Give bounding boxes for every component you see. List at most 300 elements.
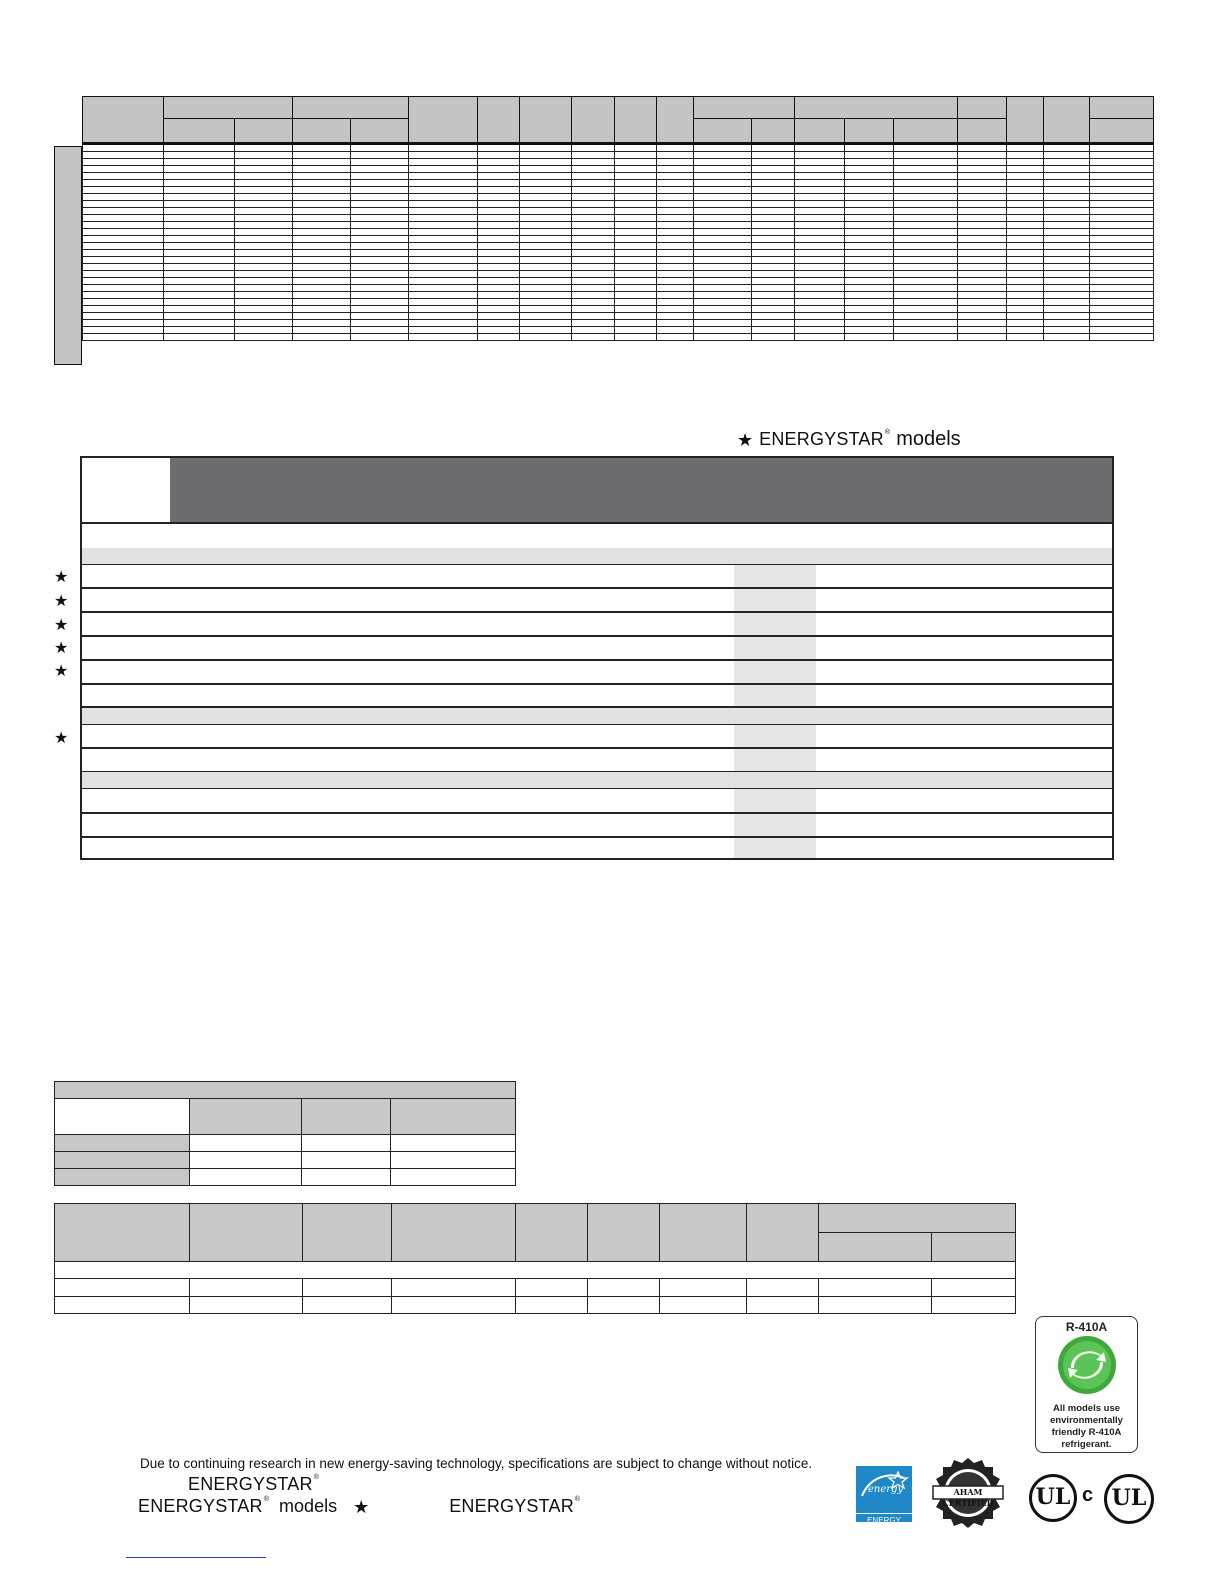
model-row	[82, 838, 1112, 858]
spec-table-cell	[520, 257, 572, 264]
spec-table-cell	[693, 229, 751, 236]
spec-table-cell	[957, 236, 1006, 243]
spec-table-cell	[693, 257, 751, 264]
spec-table-row	[83, 243, 1154, 250]
spec-table-cell	[844, 320, 893, 327]
spec-table-cell	[893, 208, 957, 215]
spec-table-cell	[572, 208, 615, 215]
spec-table-cell	[794, 320, 844, 327]
spec-table-cell	[893, 334, 957, 341]
energy-star-legend	[737, 428, 961, 451]
spec-table-cell	[657, 166, 693, 173]
spec-table-cell	[615, 194, 657, 201]
spec-table-header	[83, 97, 1154, 144]
spec-table-cell	[794, 166, 844, 173]
r410a-line: All models use	[1052, 1403, 1121, 1414]
spec-table-cell	[794, 257, 844, 264]
spec-table-cell	[615, 292, 657, 299]
spec-table-cell	[1006, 208, 1043, 215]
r410a-line: refrigerant.	[1061, 1439, 1112, 1450]
spec-table-cell	[83, 236, 164, 243]
spec-table-cell	[351, 166, 409, 173]
spec-table-cell	[164, 271, 235, 278]
spec-table-cell	[520, 229, 572, 236]
spec-table-cell	[844, 159, 893, 166]
spec-table-cell	[164, 264, 235, 271]
spec-table-row	[83, 264, 1154, 271]
spec-table-cell	[693, 271, 751, 278]
spec-table-cell	[1043, 299, 1089, 306]
spec-table-cell	[164, 208, 235, 215]
r410a-line: friendly R-410A	[1051, 1427, 1122, 1438]
spec-table-cell	[478, 271, 520, 278]
footer-models-label: models	[279, 1496, 338, 1516]
energy-star-swoosh-icon	[856, 1466, 912, 1508]
spec-table-cell	[164, 320, 235, 327]
spec-table-cell	[83, 257, 164, 264]
spec-table-row	[83, 327, 1154, 334]
spec-table-cell	[693, 166, 751, 173]
spec-table-cell	[657, 159, 693, 166]
spec-table-cell	[409, 215, 478, 222]
spec-table-cell	[615, 215, 657, 222]
spec-table-cell	[893, 215, 957, 222]
spec-table-cell	[615, 285, 657, 292]
spec-table-cell	[351, 299, 409, 306]
spec-table-cell	[83, 243, 164, 250]
spec-table-cell	[1043, 236, 1089, 243]
spec-table-cell	[1043, 166, 1089, 173]
spec-table-cell	[409, 180, 478, 187]
spec-table-cell	[615, 152, 657, 159]
spec-table-cell	[657, 187, 693, 194]
spec-table-cell	[893, 222, 957, 229]
spec-table-cell	[83, 180, 164, 187]
spec-table-cell	[1089, 144, 1153, 152]
spec-table-cell	[844, 285, 893, 292]
spec-table-cell	[572, 285, 615, 292]
spec-table-cell	[957, 201, 1006, 208]
spec-table-cell	[164, 299, 235, 306]
spec-table-cell	[164, 334, 235, 341]
spec-table-cell	[1043, 327, 1089, 334]
spec-table-cell	[83, 285, 164, 292]
energy-star-logo-label: ENERGY STAR	[856, 1513, 912, 1528]
spec-table-cell	[351, 208, 409, 215]
energy-star-brand: ENERGYSTAR	[449, 1496, 574, 1516]
star-icon: ★	[54, 663, 69, 680]
spec-table-cell	[693, 152, 751, 159]
star-icon: ★	[54, 593, 69, 610]
spec-table-cell	[351, 271, 409, 278]
spec-table-cell	[409, 201, 478, 208]
spec-table-cell	[794, 215, 844, 222]
spec-table-cell	[478, 278, 520, 285]
spec-table-cell	[615, 306, 657, 313]
model-row	[82, 749, 1112, 773]
spec-table-cell	[409, 327, 478, 334]
small-spec-table	[54, 1081, 516, 1186]
spec-table-cell	[351, 215, 409, 222]
spec-table-cell	[351, 187, 409, 194]
spec-table-cell	[164, 166, 235, 173]
spec-table-cell	[893, 327, 957, 334]
spec-table-cell	[893, 271, 957, 278]
spec-table-cell	[657, 194, 693, 201]
spec-table-cell	[478, 306, 520, 313]
aham-certified-seal	[930, 1457, 1006, 1529]
spec-table-cell	[957, 173, 1006, 180]
model-row	[82, 589, 1112, 613]
spec-table-cell	[893, 229, 957, 236]
spec-table-cell	[657, 292, 693, 299]
spec-table-cell	[351, 236, 409, 243]
spec-table-cell	[751, 173, 794, 180]
spec-table-cell	[235, 334, 293, 341]
model-row	[82, 685, 1112, 708]
spec-table-cell	[751, 201, 794, 208]
spec-table-cell	[572, 278, 615, 285]
spec-table-cell	[794, 299, 844, 306]
model-row	[82, 637, 1112, 661]
spec-table-cell	[572, 320, 615, 327]
spec-table-cell	[235, 257, 293, 264]
spec-table-row	[83, 166, 1154, 173]
spec-table-cell	[794, 173, 844, 180]
spec-table-cell	[235, 173, 293, 180]
spec-table-cell	[893, 187, 957, 194]
spec-table-cell	[572, 334, 615, 341]
spec-table-cell	[893, 152, 957, 159]
spec-table-cell	[1043, 271, 1089, 278]
spec-table-cell	[1043, 229, 1089, 236]
spec-table-cell	[957, 166, 1006, 173]
spec-table-cell	[1006, 264, 1043, 271]
spec-table-cell	[844, 201, 893, 208]
spec-table-row	[83, 208, 1154, 215]
spec-table-cell	[409, 250, 478, 257]
spec-table-cell	[83, 306, 164, 313]
spec-table-cell	[657, 285, 693, 292]
spec-table-cell	[572, 313, 615, 320]
spec-table-cell	[794, 187, 844, 194]
spec-table-row	[83, 215, 1154, 222]
footer-energy-star-line	[138, 1496, 580, 1517]
spec-table-cell	[478, 229, 520, 236]
spec-table-cell	[293, 222, 351, 229]
spec-table-cell	[693, 236, 751, 243]
spec-table-cell	[1089, 215, 1153, 222]
spec-table-cell	[478, 285, 520, 292]
spec-table-cell	[957, 278, 1006, 285]
spec-table-cell	[409, 334, 478, 341]
spec-table-cell	[751, 166, 794, 173]
spec-table-cell	[751, 243, 794, 250]
spec-table-cell	[1043, 215, 1089, 222]
spec-table-cell	[572, 229, 615, 236]
spec-table-cell	[794, 327, 844, 334]
spec-table-cell	[520, 320, 572, 327]
spec-table-cell	[751, 180, 794, 187]
spec-table-row	[83, 173, 1154, 180]
spec-table-cell	[235, 236, 293, 243]
spec-table-cell	[520, 180, 572, 187]
ul-c-mark: c	[1082, 1484, 1094, 1506]
spec-table-cell	[409, 152, 478, 159]
spec-table-cell	[351, 320, 409, 327]
spec-table-cell	[520, 327, 572, 334]
spec-table-cell	[751, 278, 794, 285]
spec-table-cell	[893, 201, 957, 208]
spec-change-notice: Due to continuing research in new energy-saving technology, specifications are subject to change without notice.	[140, 1456, 813, 1471]
spec-table-cell	[657, 144, 693, 152]
spec-table-cell	[1006, 278, 1043, 285]
spec-table-cell	[235, 194, 293, 201]
spec-table-cell	[1006, 201, 1043, 208]
spec-table-cell	[693, 194, 751, 201]
spec-table-cell	[893, 144, 957, 152]
svg-text:energy: energy	[868, 1484, 904, 1495]
spec-table-cell	[957, 194, 1006, 201]
spec-table-cell	[293, 194, 351, 201]
spec-table-cell	[957, 292, 1006, 299]
spec-table-cell	[844, 215, 893, 222]
spec-table-cell	[844, 166, 893, 173]
model-table	[80, 456, 1114, 860]
spec-table-cell	[693, 180, 751, 187]
spec-table-cell	[615, 299, 657, 306]
spec-table-cell	[844, 243, 893, 250]
spec-table-cell	[83, 278, 164, 285]
spec-table-cell	[1006, 306, 1043, 313]
spec-table-cell	[235, 152, 293, 159]
spec-table-cell	[409, 271, 478, 278]
spec-table-cell	[1089, 306, 1153, 313]
spec-table-cell	[794, 208, 844, 215]
spec-table-cell	[893, 236, 957, 243]
spec-table-cell	[293, 250, 351, 257]
spec-table-cell	[164, 243, 235, 250]
spec-table-cell	[572, 243, 615, 250]
spec-table-cell	[478, 201, 520, 208]
spec-table-cell	[83, 215, 164, 222]
spec-table-cell	[657, 334, 693, 341]
spec-table-cell	[844, 264, 893, 271]
spec-table-cell	[235, 243, 293, 250]
spec-table-cell	[957, 159, 1006, 166]
spec-table-cell	[409, 306, 478, 313]
model-row	[82, 814, 1112, 838]
spec-table-cell	[1089, 313, 1153, 320]
spec-table-cell	[615, 250, 657, 257]
spec-table-cell	[83, 208, 164, 215]
spec-table-cell	[164, 222, 235, 229]
spec-table-cell	[409, 285, 478, 292]
spec-table-cell	[751, 229, 794, 236]
spec-table-cell	[83, 144, 164, 152]
spec-table-cell	[657, 208, 693, 215]
spec-table-cell	[844, 313, 893, 320]
energy-star-wordmark	[759, 429, 890, 450]
spec-table-cell	[409, 320, 478, 327]
spec-table-row	[83, 292, 1154, 299]
spec-table-cell	[293, 152, 351, 159]
spec-table-cell	[409, 173, 478, 180]
spec-table-cell	[235, 201, 293, 208]
spec-table-cell	[1043, 194, 1089, 201]
spec-table-cell	[235, 229, 293, 236]
spec-table-cell	[893, 313, 957, 320]
energy-star-brand: ENERGYSTAR	[138, 1496, 263, 1516]
spec-table-cell	[520, 264, 572, 271]
spec-table-cell	[478, 173, 520, 180]
spec-table-cell	[520, 306, 572, 313]
spec-side-label-bar	[54, 146, 82, 365]
spec-table-cell	[657, 313, 693, 320]
spec-table-cell	[572, 173, 615, 180]
spec-table-cell	[293, 327, 351, 334]
spec-table-cell	[844, 257, 893, 264]
footer-link-underline[interactable]	[126, 1557, 266, 1558]
spec-table-cell	[235, 292, 293, 299]
spec-table-cell	[751, 292, 794, 299]
spec-table-cell	[164, 313, 235, 320]
model-group-bar	[82, 548, 1112, 565]
spec-table-cell	[957, 327, 1006, 334]
spec-table-cell	[409, 187, 478, 194]
spec-table-cell	[164, 236, 235, 243]
spec-table-body	[83, 144, 1154, 341]
spec-table-cell	[520, 292, 572, 299]
spec-table-cell	[794, 222, 844, 229]
spec-table-cell	[520, 243, 572, 250]
spec-table-cell	[1089, 250, 1153, 257]
spec-table-cell	[293, 306, 351, 313]
spec-table-cell	[409, 236, 478, 243]
spec-table-cell	[293, 173, 351, 180]
spec-table-row	[83, 257, 1154, 264]
spec-table-cell	[844, 173, 893, 180]
spec-table-cell	[520, 222, 572, 229]
spec-table-cell	[83, 299, 164, 306]
spec-table-cell	[657, 152, 693, 159]
spec-table-cell	[893, 306, 957, 313]
spec-table-cell	[751, 285, 794, 292]
spec-table-cell	[293, 299, 351, 306]
spec-table-cell	[351, 201, 409, 208]
spec-table-cell	[1089, 236, 1153, 243]
spec-table-cell	[693, 208, 751, 215]
spec-table-cell	[657, 173, 693, 180]
spec-table-cell	[893, 257, 957, 264]
spec-table-cell	[957, 215, 1006, 222]
spec-table-cell	[844, 194, 893, 201]
spec-table-cell	[478, 187, 520, 194]
spec-table-cell	[957, 320, 1006, 327]
spec-table-cell	[1043, 334, 1089, 341]
spec-table-cell	[1006, 180, 1043, 187]
spec-table-cell	[572, 271, 615, 278]
spec-table-cell	[1089, 257, 1153, 264]
spec-table-cell	[235, 278, 293, 285]
spec-table-cell	[235, 271, 293, 278]
spec-table-cell	[235, 187, 293, 194]
spec-table-cell	[164, 144, 235, 152]
spec-table-cell	[235, 144, 293, 152]
spec-table-cell	[657, 264, 693, 271]
spec-table-cell	[693, 222, 751, 229]
spec-table-cell	[235, 222, 293, 229]
spec-table-cell	[164, 278, 235, 285]
spec-table-cell	[844, 236, 893, 243]
spec-table-cell	[615, 271, 657, 278]
spec-table-cell	[751, 320, 794, 327]
spec-table-row	[83, 313, 1154, 320]
spec-table-cell	[293, 208, 351, 215]
spec-table-cell	[794, 271, 844, 278]
spec-table-cell	[235, 313, 293, 320]
spec-table-cell	[164, 201, 235, 208]
spec-table-cell	[83, 271, 164, 278]
energy-star-logo	[856, 1466, 912, 1538]
spec-table-cell	[751, 187, 794, 194]
star-icon: ★	[353, 1496, 370, 1517]
spec-table-cell	[751, 299, 794, 306]
spec-table-cell	[957, 285, 1006, 292]
spec-table-cell	[657, 327, 693, 334]
spec-table-cell	[293, 215, 351, 222]
spec-table-cell	[351, 257, 409, 264]
spec-table-cell	[1043, 250, 1089, 257]
spec-table-cell	[572, 201, 615, 208]
spec-table-cell	[957, 243, 1006, 250]
spec-table-cell	[957, 208, 1006, 215]
energy-star-brand: ENERGYSTAR	[759, 429, 884, 449]
spec-table-cell	[1043, 159, 1089, 166]
spec-table-cell	[1006, 222, 1043, 229]
spec-table-cell	[615, 334, 657, 341]
spec-table-cell	[844, 278, 893, 285]
r410a-badge	[1035, 1316, 1138, 1453]
spec-table-cell	[751, 236, 794, 243]
spec-table-cell	[1006, 229, 1043, 236]
r410a-description	[1036, 1403, 1137, 1451]
spec-table-cell	[572, 264, 615, 271]
spec-table-cell	[235, 180, 293, 187]
model-row	[82, 565, 1112, 589]
spec-table-cell	[409, 144, 478, 152]
spec-table-row	[83, 152, 1154, 159]
spec-table-cell	[1089, 327, 1153, 334]
spec-table-cell	[844, 306, 893, 313]
spec-table-cell	[293, 180, 351, 187]
spec-table-cell	[478, 222, 520, 229]
spec-table-row	[83, 278, 1154, 285]
spec-table-cell	[409, 229, 478, 236]
spec-table-cell	[615, 320, 657, 327]
spec-table-cell	[893, 173, 957, 180]
spec-table-cell	[844, 180, 893, 187]
spec-table-cell	[164, 250, 235, 257]
spec-table-cell	[1043, 201, 1089, 208]
spec-table-cell	[615, 208, 657, 215]
spec-table-cell	[751, 208, 794, 215]
spec-table-cell	[693, 187, 751, 194]
model-header-bar	[170, 458, 1112, 522]
spec-table-cell	[751, 313, 794, 320]
spec-table-cell	[1043, 243, 1089, 250]
spec-table-cell	[657, 243, 693, 250]
